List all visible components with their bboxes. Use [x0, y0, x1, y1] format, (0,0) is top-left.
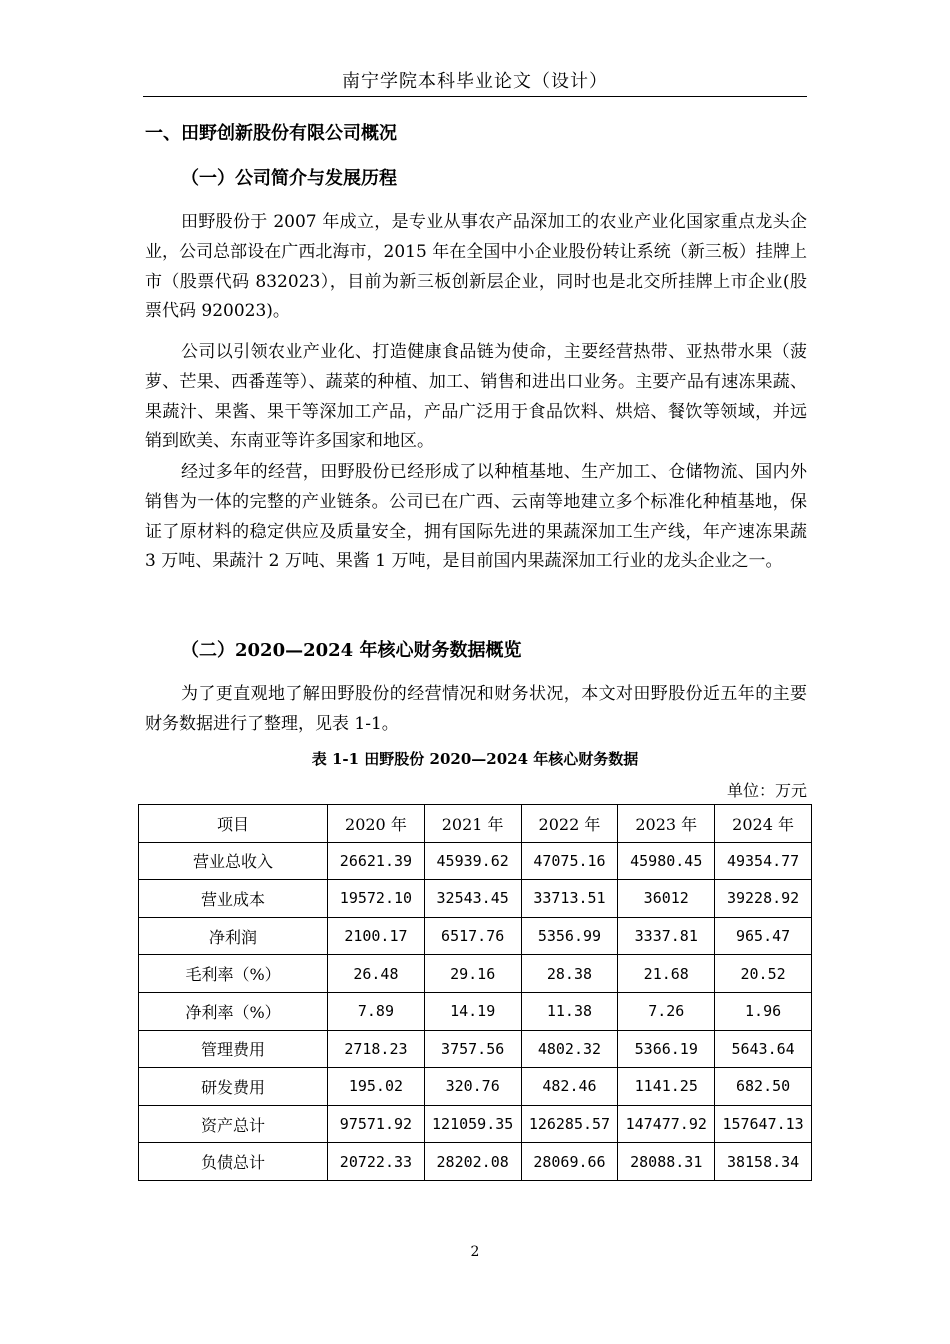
subsection-title-1: （一）公司简介与发展历程: [181, 168, 397, 189]
cell-value: 2100.17: [328, 917, 425, 955]
paragraph-business: 公司以引领农业产业化、打造健康食品链为使命，主要经营热带、亚热带水果（菠萝、芒果、西番莲等）、蔬菜的种植、加工、销售和进出口业务。主要产品有速冻果蔬、果蔬汁、果酱、果干等深加工产品，产品广泛用于食品饮料、烘焙、餐饮等领域，并远销到欧美、东南亚等许多国家和地区。: [145, 342, 807, 452]
cell-value: 157647.13: [715, 1105, 812, 1143]
financial-data-table: [138, 804, 812, 1181]
cell-value: 28.38: [521, 955, 618, 993]
cell-value: 26621.39: [328, 842, 425, 880]
cell-value: 26.48: [328, 955, 425, 993]
cell-value: 29.16: [424, 955, 521, 993]
header-cell: 2020 年: [328, 805, 425, 843]
cell-value: 39228.92: [715, 880, 812, 918]
header-cell: 项目: [139, 805, 328, 843]
cell-value: 126285.57: [521, 1105, 618, 1143]
cell-value: 28202.08: [424, 1143, 521, 1181]
section-title: 一、田野创新股份有限公司概况: [145, 123, 397, 144]
header-rule: [143, 96, 807, 97]
cell-value: 38158.34: [715, 1143, 812, 1181]
cell-value: 20.52: [715, 955, 812, 993]
row-label: 净利润: [139, 917, 328, 955]
cell-value: 11.38: [521, 992, 618, 1030]
table-row: [139, 880, 812, 918]
cell-value: 482.46: [521, 1068, 618, 1106]
row-label: 管理费用: [139, 1030, 328, 1068]
table-row: [139, 917, 812, 955]
table-unit: 单位：万元: [726, 781, 807, 800]
cell-value: 5356.99: [521, 917, 618, 955]
page-number: 2: [470, 1244, 480, 1260]
page-header: 南宁学院本科毕业论文（设计）: [342, 71, 608, 92]
header-cell: 2024 年: [715, 805, 812, 843]
cell-value: 28069.66: [521, 1143, 618, 1181]
table-row: [139, 955, 812, 993]
cell-value: 2718.23: [328, 1030, 425, 1068]
cell-value: 5643.64: [715, 1030, 812, 1068]
cell-value: 45980.45: [618, 842, 715, 880]
cell-value: 147477.92: [618, 1105, 715, 1143]
cell-value: 6517.76: [424, 917, 521, 955]
cell-value: 121059.35: [424, 1105, 521, 1143]
cell-value: 19572.10: [328, 880, 425, 918]
table-row: [139, 1068, 812, 1106]
cell-value: 965.47: [715, 917, 812, 955]
cell-value: 7.89: [328, 992, 425, 1030]
cell-value: 47075.16: [521, 842, 618, 880]
cell-value: 97571.92: [328, 1105, 425, 1143]
cell-value: 3757.56: [424, 1030, 521, 1068]
cell-value: 4802.32: [521, 1030, 618, 1068]
header-cell: 2021 年: [424, 805, 521, 843]
cell-value: 33713.51: [521, 880, 618, 918]
header-cell: 2023 年: [618, 805, 715, 843]
cell-value: 45939.62: [424, 842, 521, 880]
cell-value: 36012: [618, 880, 715, 918]
cell-value: 5366.19: [618, 1030, 715, 1068]
cell-value: 195.02: [328, 1068, 425, 1106]
cell-value: 14.19: [424, 992, 521, 1030]
cell-value: 28088.31: [618, 1143, 715, 1181]
cell-value: 682.50: [715, 1068, 812, 1106]
row-label: 毛利率（%）: [139, 955, 328, 993]
header-cell: 2022 年: [521, 805, 618, 843]
row-label: 净利率（%）: [139, 992, 328, 1030]
table-row: [139, 842, 812, 880]
row-label: 营业总收入: [139, 842, 328, 880]
cell-value: 1.96: [715, 992, 812, 1030]
table-row: [139, 992, 812, 1030]
row-label: 负债总计: [139, 1143, 328, 1181]
row-label: 研发费用: [139, 1068, 328, 1106]
paragraph-intro: 田野股份于 2007 年成立，是专业从事农产品深加工的农业产业化国家重点龙头企业，公司总部设在广西北海市，2015 年在全国中小企业股份转让系统（新三板）挂牌上市（股票代码 832023），目前为新三板创新层企业，同时也是北交所挂牌上市企业(股票代码 920023)。: [145, 212, 807, 322]
cell-value: 32543.45: [424, 880, 521, 918]
cell-value: 7.26: [618, 992, 715, 1030]
cell-value: 320.76: [424, 1068, 521, 1106]
cell-value: 3337.81: [618, 917, 715, 955]
table-row: [139, 1030, 812, 1068]
table-row: [139, 1105, 812, 1143]
cell-value: 49354.77: [715, 842, 812, 880]
table-caption: 表 1-1 田野股份 2020—2024 年核心财务数据: [311, 750, 639, 768]
row-label: 营业成本: [139, 880, 328, 918]
cell-value: 20722.33: [328, 1143, 425, 1181]
table-row: [139, 1143, 812, 1181]
paragraph-industry-chain: 经过多年的经营，田野股份已经形成了以种植基地、生产加工、仓储物流、国内外销售为一体的完整的产业链条。公司已在广西、云南等地建立多个标准化种植基地，保证了原材料的稳定供应及质量安全，拥有国际先进的果蔬深加工生产线，年产速冻果蔬 3 万吨、果蔬汁 2 万吨、果酱 1 万吨，是目前国内果蔬深加工行业的龙头企业之一。: [145, 462, 807, 572]
cell-value: 21.68: [618, 955, 715, 993]
subsection-title-2: （二）2020—2024 年核心财务数据概览: [181, 640, 522, 661]
cell-value: 1141.25: [618, 1068, 715, 1106]
paragraph-table-intro: 为了更直观地了解田野股份的经营情况和财务状况，本文对田野股份近五年的主要财务数据进行了整理，见表 1-1。: [145, 684, 807, 734]
table-header-row: [139, 805, 812, 843]
row-label: 资产总计: [139, 1105, 328, 1143]
